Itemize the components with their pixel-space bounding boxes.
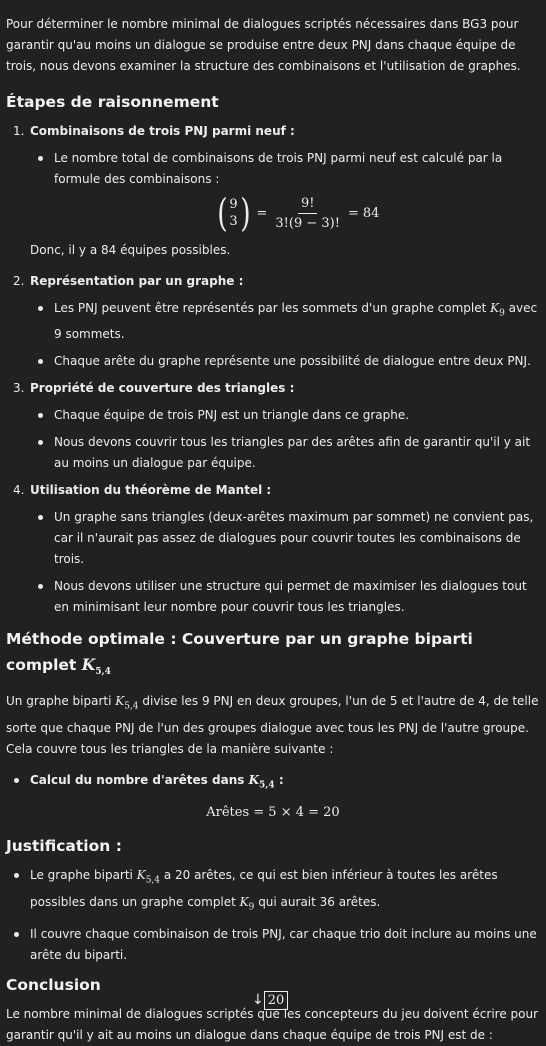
list-item: Chaque équipe de trois PNJ est un triangle dans ce graphe. bbox=[30, 405, 540, 426]
heading-justification: Justification : bbox=[6, 837, 122, 856]
list-item: Nous devons couvrir tous les triangles par des arêtes afin de garantir qu'il y ait au moins un dialogue par équipe. bbox=[30, 432, 540, 474]
step-title: Utilisation du théorème de Mantel : bbox=[30, 483, 272, 498]
list-item: Calcul du nombre d'arêtes dans $K_{5,4}$ : bbox=[6, 770, 540, 796]
heading-method: Méthode optimale : Couverture par un graphe biparti complet $K_{5,4}$ bbox=[6, 630, 473, 678]
conclusion-paragraph: Le nombre minimal de dialogues scriptés que les concepteurs du jeu doivent écrire pour garantir qu'il y ait au moins un dialogue dans chaque équipe de trois PNJ est de : bbox=[6, 1007, 539, 1043]
step-number: 2. bbox=[13, 274, 25, 288]
step-number: 1. bbox=[13, 124, 25, 138]
list-item: Il couvre chaque combinaison de trois PNJ, car chaque trio doit inclure au moins une arête du biparti. bbox=[6, 924, 540, 966]
edges-equation: Arêtes = 5 × 4 = 20 bbox=[206, 805, 340, 821]
binomial-equation: ( 9 3 ) = $\frac{9!}{3!(9 - 3)!}$ = 84 bbox=[54, 194, 540, 232]
equation-result: 84 bbox=[362, 205, 380, 221]
step-1 bbox=[6, 121, 540, 261]
step-title: Représentation par un graphe : bbox=[30, 274, 244, 288]
step-3 bbox=[6, 378, 540, 474]
method-paragraph: Un graphe biparti $K_{5,4}$ divise les 9 PNJ en deux groupes, l'un de 5 et l'autre de 4, de telle sorte que chaque PNJ de l'un des groupes dialogue avec tous les PNJ de l'autre groupe. Cela couvre tous les triangles de la manière suivante : bbox=[6, 694, 539, 756]
answer-area bbox=[252, 990, 288, 1011]
fraction: $\frac{9!}{3!(9 - 3)!}$ bbox=[275, 195, 340, 231]
step-number: 3. bbox=[13, 381, 25, 396]
list-item: Chaque arête du graphe représente une possibilité de dialogue entre deux PNJ. bbox=[30, 351, 540, 372]
binomial: ( 9 3 ) bbox=[216, 191, 251, 235]
list-item: Les PNJ peuvent être représentés par les sommets d'un graphe complet $K_9$ avec 9 sommets. bbox=[30, 298, 540, 345]
list-item: Un graphe sans triangles (deux-arêtes maximum par sommet) ne convient pas, car il n'aurait pas assez de dialogues pour couvrir toutes les combinaisons de trois. bbox=[30, 507, 540, 570]
list-item: Nous devons utiliser une structure qui permet de maximiser les dialogues tout en minimisant leur nombre pour couvrir tous les triangles. bbox=[30, 576, 540, 618]
step-title: Combinaisons de trois PNJ parmi neuf : bbox=[30, 124, 295, 138]
step-title: Propriété de couverture des triangles : bbox=[30, 381, 295, 396]
list-item: Le graphe biparti $K_{5,4}$ a 20 arêtes, ce qui est bien inférieur à toutes les arêtes possibles dans un graphe complet $K_9$ qui aurait 36 arêtes. bbox=[6, 865, 540, 918]
step-number: 4. bbox=[13, 483, 25, 498]
step-2 bbox=[6, 271, 540, 372]
steps-list bbox=[6, 121, 540, 618]
step-4 bbox=[6, 480, 540, 618]
boxed-answer: 20 bbox=[264, 991, 289, 1010]
heading-conclusion: Conclusion bbox=[6, 976, 101, 995]
list-item: Le nombre total de combinaisons de trois PNJ parmi neuf est calculé par la formule des combinaisons : ( 9 3 ) = $\frac{9!}{3!(9 - 3)!}$ = 84 bbox=[30, 148, 540, 232]
intro-paragraph: Pour déterminer le nombre minimal de dialogues scriptés nécessaires dans BG3 pour garantir qu'au moins un dialogue se produise entre deux PNJ dans chaque équipe de trois, nous devons examiner la structure des combinaisons et l'utilisation de graphes. bbox=[6, 17, 521, 73]
step-1-conclusion: Donc, il y a 84 équipes possibles. bbox=[30, 243, 231, 257]
arrow-down-icon[interactable]: ↓ bbox=[252, 992, 264, 1008]
heading-steps: Étapes de raisonnement bbox=[6, 93, 219, 111]
